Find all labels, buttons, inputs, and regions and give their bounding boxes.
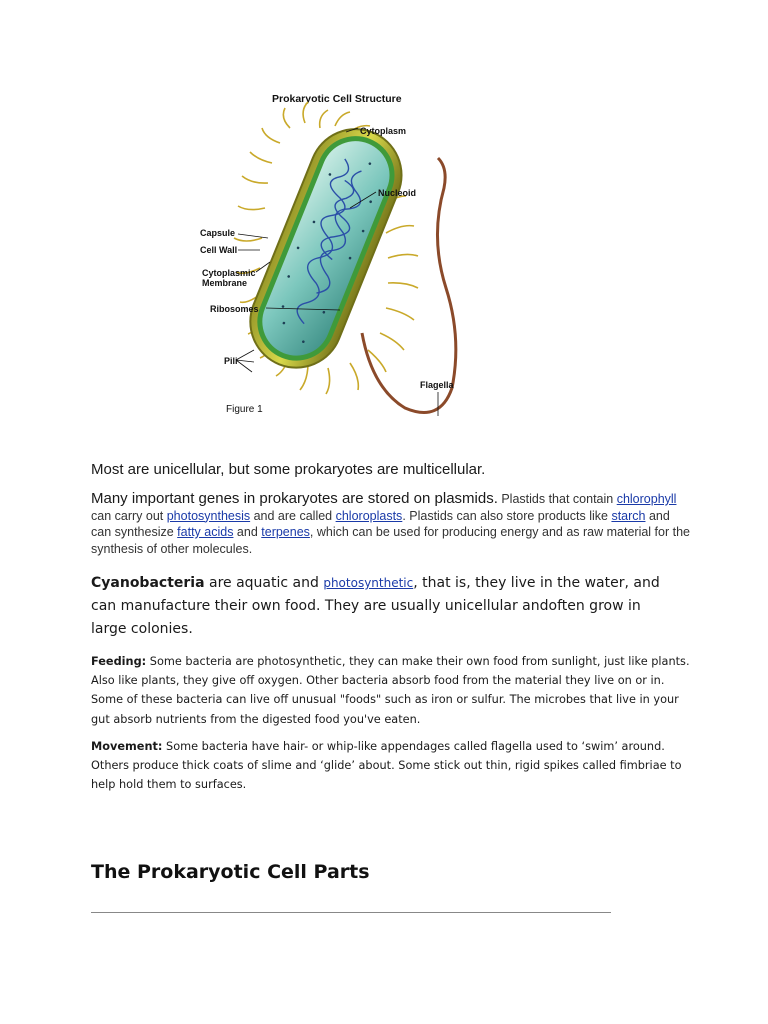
paragraph-unicellular: Most are unicellular, but some prokaryotes are multicellular. — [91, 461, 486, 478]
text-run: . Plastids can also store products like — [402, 508, 612, 523]
text-run: and are called — [250, 508, 336, 523]
text-run: and — [233, 525, 262, 539]
paragraph-cyanobacteria — [91, 572, 671, 641]
link-photosynthesis[interactable]: photosynthesis — [166, 508, 251, 523]
label-nucleoid: Nucleoid — [378, 188, 417, 198]
cell-body — [236, 115, 415, 381]
link-chlorophyll[interactable]: chlorophyll — [616, 492, 677, 506]
paragraph-movement — [91, 737, 691, 795]
horizontal-rule — [91, 912, 611, 913]
text-run: and can synthesize — [91, 508, 670, 539]
text-run: Some bacteria are photosynthetic, they can make their own food from sunlight, just like plants. Also like plants, they give off oxygen. Other bacteria absorb food from the material they live on or in. Some of these bacteria can live off unusual "foods" such as iron or sulfur. The microbes that live in your gut absorb nutrients from the digested food you've eaten. — [91, 655, 690, 726]
movement-term: Movement: — [91, 740, 163, 753]
label-ribosomes: Ribosomes — [210, 304, 259, 314]
text-run: Some bacteria have hair- or whip-like appendages called flagella used to ‘swim’ around. Others produce thick coats of slime and ‘glide’ about. Some stick out thin, rigid spikes called fimbriae to help hold them to surfaces. — [91, 740, 682, 792]
text-run: , which can be used for producing energy and as raw material for the synthesis of other molecules. — [91, 525, 690, 556]
figure-title: Prokaryotic Cell Structure — [272, 93, 402, 105]
text-run: are aquatic and — [204, 575, 324, 591]
link-fatty-acids[interactable]: fatty acids — [177, 525, 234, 539]
link-terpenes[interactable]: terpenes — [261, 525, 310, 539]
label-capsule: Capsule — [200, 228, 236, 238]
paragraph-feeding — [91, 652, 691, 729]
prokaryotic-cell-figure — [190, 88, 490, 428]
text-run: can carry out — [91, 508, 167, 523]
label-cell-wall: Cell Wall — [200, 245, 238, 255]
cyanobacteria-term: Cyanobacteria — [91, 575, 205, 591]
link-chloroplasts[interactable]: chloroplasts — [335, 508, 403, 523]
label-cytoplasm: Cytoplasm — [360, 126, 407, 136]
section-heading: The Prokaryotic Cell Parts — [91, 861, 370, 883]
figure-caption: Figure 1 — [226, 404, 263, 415]
label-membrane: Membrane — [202, 278, 248, 288]
label-cytoplasmic: Cytoplasmic — [202, 268, 256, 278]
text-run: Plastids that contain — [497, 492, 617, 506]
paragraph-plasmids — [91, 491, 691, 557]
label-pili: Pili — [224, 356, 238, 366]
label-flagella: Flagella — [420, 380, 454, 390]
cell-diagram — [190, 88, 490, 428]
text-run: , that is, they live in the water, and can manufacture their own food. They are usually unicellular andoften grow in large colonies. — [91, 575, 660, 637]
link-starch[interactable]: starch — [611, 508, 646, 523]
plasmids-lead: Many important genes in prokaryotes are stored on plasmids. — [91, 490, 498, 507]
feeding-term: Feeding: — [91, 655, 147, 668]
link-photosynthetic[interactable]: photosynthetic — [323, 576, 414, 590]
